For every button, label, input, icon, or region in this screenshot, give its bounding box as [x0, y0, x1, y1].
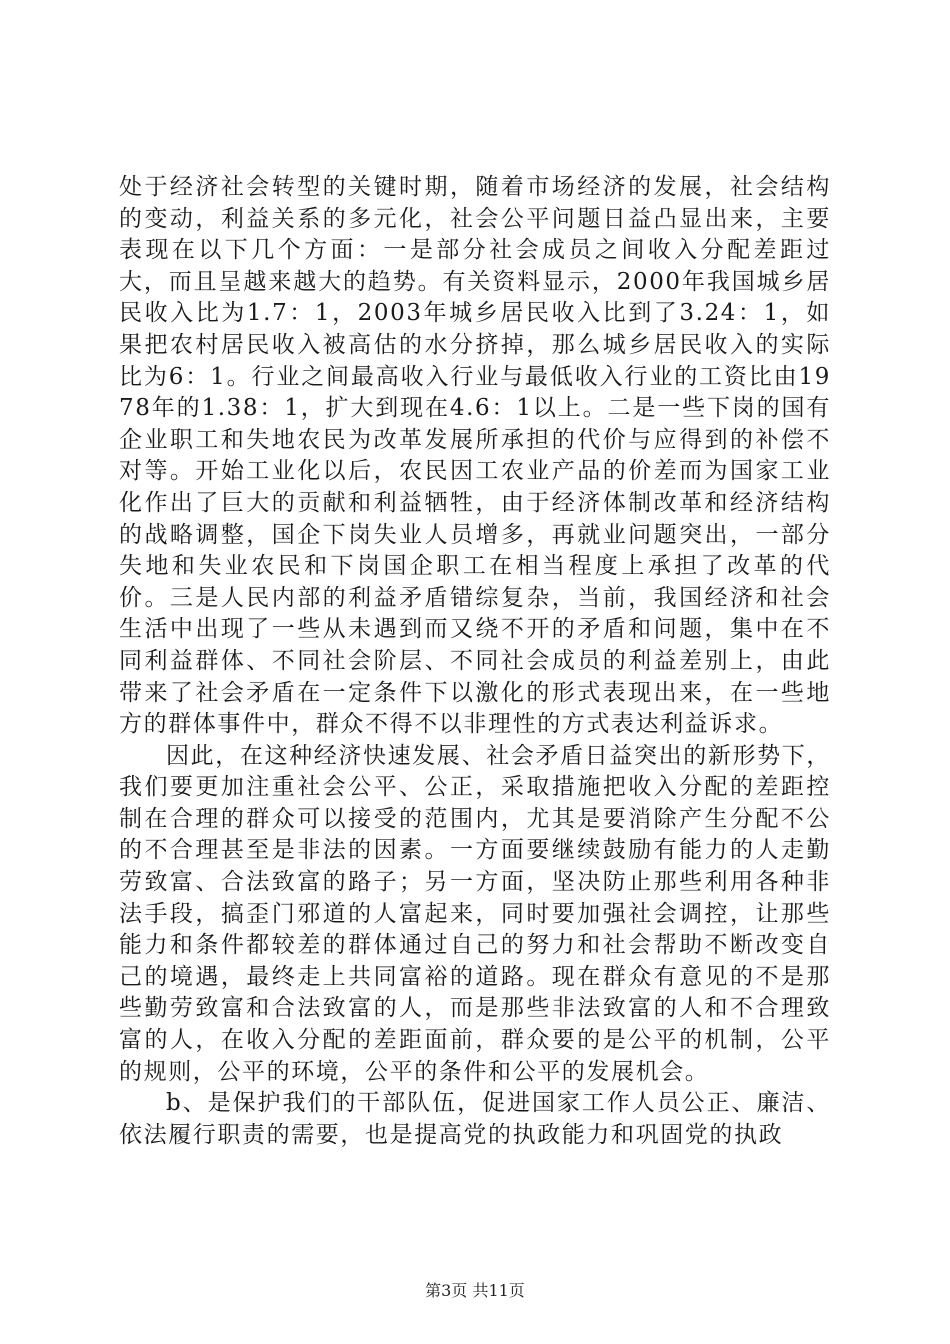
body-paragraph-2: 因此，在这种经济快速发展、社会矛盾日益突出的新形势下，我们要更加注重社会公平、公正，采取措施把收入分配的差距控制在合理的群众可以接受的范围内，尤其是要消除产生分配不公的不合理甚至是非法的因素。一方面要继续鼓励有能力的人走勤劳致富、合法致富的路子；另一方面，坚决防止那些利用各种非法手段，搞歪门邪道的人富起来，同时要加强社会调控，让那些能力和条件都较差的群体通过自己的努力和社会帮助不断改变自己的境遇，最终走上共同富裕的道路。现在群众有意见的不是那些勤劳致富和合法致富的人，而是那些非法致富的人和不合理致富的人，在收入分配的差距面前，群众要的是公平的机制，公平的规则，公平的环境，公平的条件和公平的发展机会。: [119, 742, 831, 1085]
document-body: [119, 172, 831, 1151]
body-paragraph-1: 处于经济社会转型的关键时期，随着市场经济的发展，社会结构的变动，利益关系的多元化，社会公平问题日益凸显出来，主要表现在以下几个方面：一是部分社会成员之间收入分配差距过大，而且呈越来越大的趋势。有关资料显示，2000年我国城乡居民收入比为1.7：1，2003年城乡居民收入比到了3.24：1，如果把农村居民收入被高估的水分挤掉，那么城乡居民收入的实际比为6：1。行业之间最高收入行业与最低收入行业的工资比由1978年的1.38：1，扩大到现在4.6：1以上。二是一些下岗的国有企业职工和失地农民为改革发展所承担的代价与应得到的补偿不对等。开始工业化以后，农民因工农业产品的价差而为国家工业化作出了巨大的贡献和利益牺牲，由于经济体制改革和经济结构的战略调整，国企下岗失业人员增多，再就业问题突出，一部分失地和失业农民和下岗国企职工在相当程度上承担了改革的代价。三是人民内部的利益矛盾错综复杂，当前，我国经济和社会生活中出现了一些从未遇到而又绕不开的矛盾和问题，集中在不同利益群体、不同社会阶层、不同社会成员的利益差别上，由此带来了社会矛盾在一定条件下以激化的形式表现出来，在一些地方的群体事件中，群众不得不以非理性的方式表达利益诉求。: [119, 174, 831, 738]
page-footer: [0, 1281, 950, 1301]
page-number-label: 第3页 共11页: [425, 1281, 525, 1300]
body-paragraph-3: b、是保护我们的干部队伍，促进国家工作人员公正、廉洁、依法履行职责的需要，也是提高党的执政能力和巩固党的执政: [119, 1090, 831, 1148]
